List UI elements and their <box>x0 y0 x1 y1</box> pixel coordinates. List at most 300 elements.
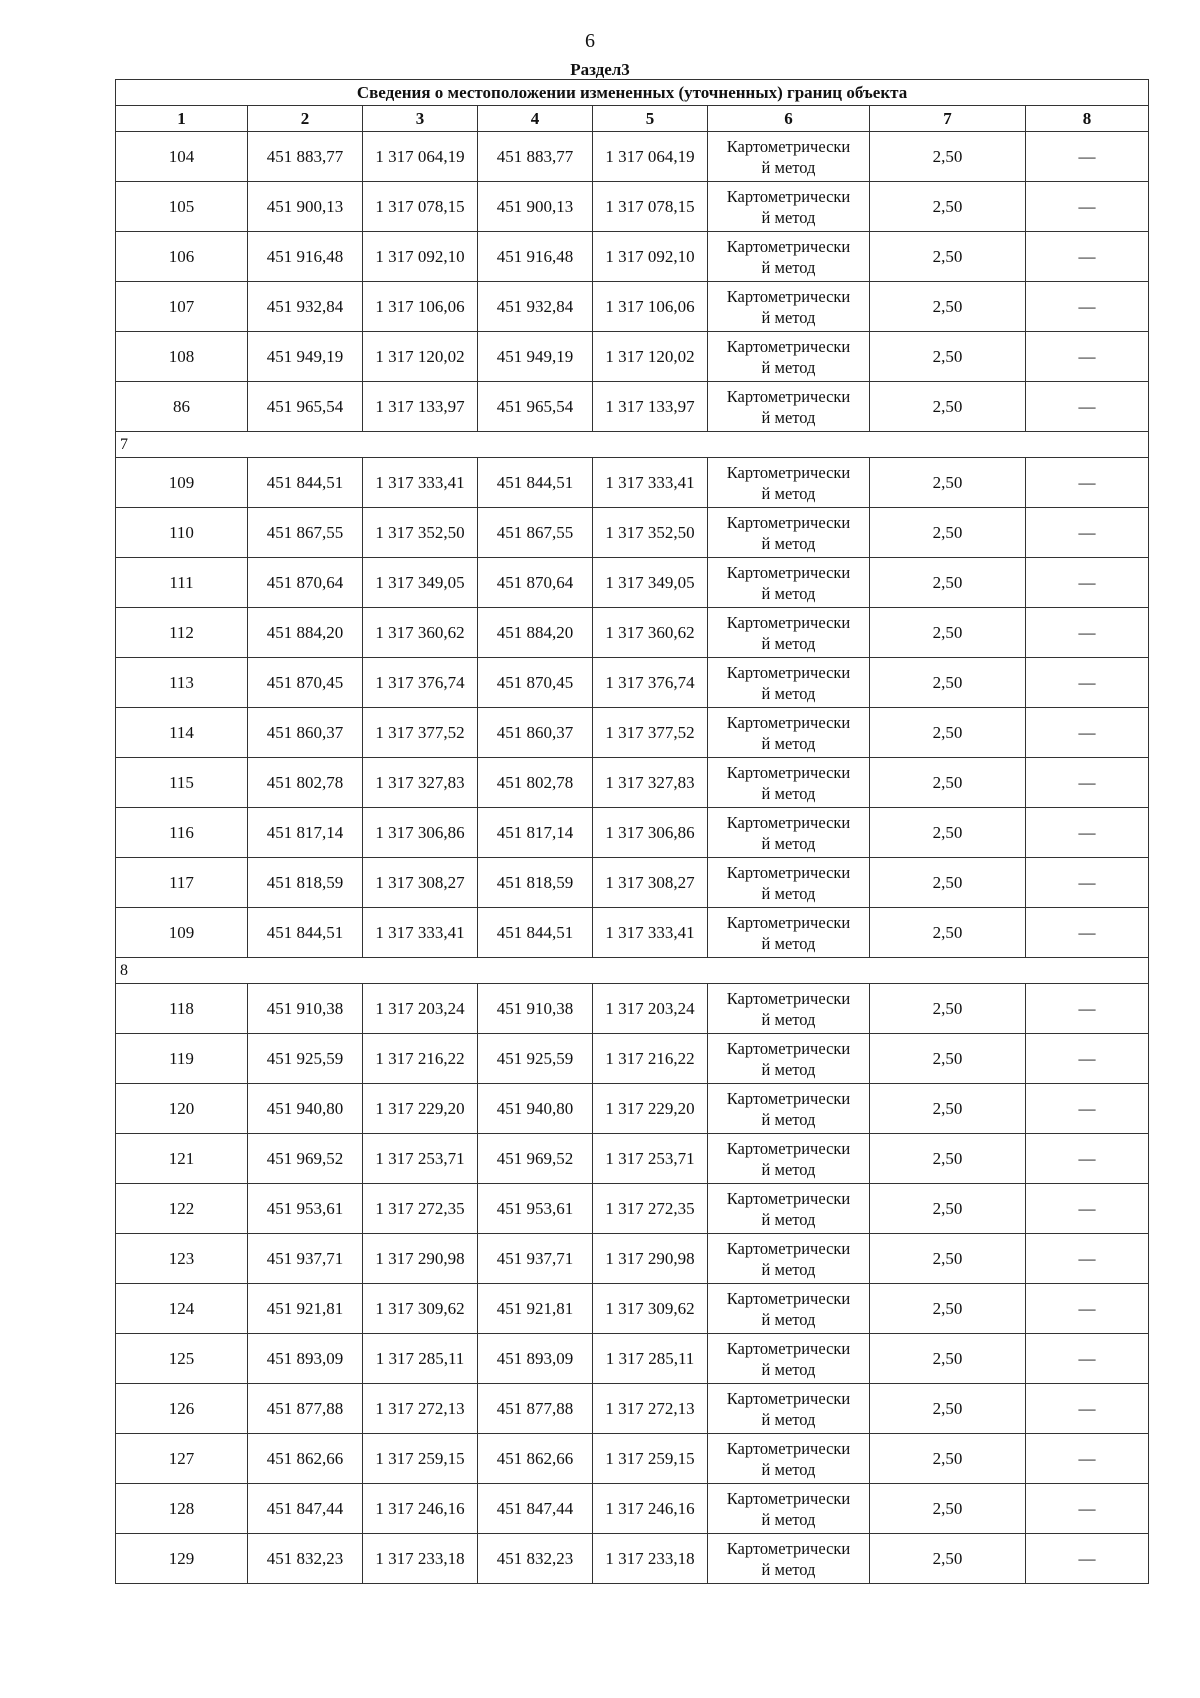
precision-cell: 2,50 <box>870 1484 1026 1534</box>
method-text-line-2: й метод <box>761 1559 816 1579</box>
description-cell: — <box>1026 1384 1149 1434</box>
method-cell <box>708 132 870 182</box>
point-number-cell: 122 <box>116 1184 248 1234</box>
column-number: 1 <box>116 106 248 132</box>
precision-cell: 2,50 <box>870 132 1026 182</box>
x-old-cell: 451 910,38 <box>248 984 363 1034</box>
x-old-cell: 451 877,88 <box>248 1384 363 1434</box>
precision-cell: 2,50 <box>870 1434 1026 1484</box>
precision-cell: 2,50 <box>870 458 1026 508</box>
method-cell <box>708 382 870 432</box>
description-cell: — <box>1026 1534 1149 1584</box>
column-number: 5 <box>593 106 708 132</box>
column-number: 3 <box>363 106 478 132</box>
y-new-cell: 1 317 272,13 <box>593 1384 708 1434</box>
method-text-line-2: й метод <box>761 883 816 903</box>
x-old-cell: 451 940,80 <box>248 1084 363 1134</box>
description-cell: — <box>1026 608 1149 658</box>
method-text-line-2: й метод <box>761 207 816 227</box>
precision-cell: 2,50 <box>870 908 1026 958</box>
method-cell <box>708 758 870 808</box>
y-old-cell: 1 317 253,71 <box>363 1134 478 1184</box>
table-row <box>116 1434 1149 1484</box>
y-old-cell: 1 317 349,05 <box>363 558 478 608</box>
y-new-cell: 1 317 376,74 <box>593 658 708 708</box>
point-number-cell: 109 <box>116 458 248 508</box>
x-new-cell: 451 932,84 <box>478 282 593 332</box>
table-caption: Сведения о местоположении измененных (уточненных) границ объекта <box>116 80 1149 106</box>
method-text-line-1: Картометрически <box>726 662 851 682</box>
table-row <box>116 1184 1149 1234</box>
method-text-line-1: Картометрически <box>726 812 851 832</box>
method-text-line-1: Картометрически <box>726 186 851 206</box>
method-cell <box>708 1184 870 1234</box>
method-cell <box>708 508 870 558</box>
column-number: 4 <box>478 106 593 132</box>
table-row <box>116 1484 1149 1534</box>
y-new-cell: 1 317 327,83 <box>593 758 708 808</box>
point-number-cell: 125 <box>116 1334 248 1384</box>
point-number-cell: 112 <box>116 608 248 658</box>
table-row <box>116 1034 1149 1084</box>
y-new-cell: 1 317 229,20 <box>593 1084 708 1134</box>
method-text-line-1: Картометрически <box>726 1038 851 1058</box>
group-label: 7 <box>116 432 1149 458</box>
precision-cell: 2,50 <box>870 332 1026 382</box>
method-text-line-2: й метод <box>761 483 816 503</box>
precision-cell: 2,50 <box>870 1084 1026 1134</box>
method-text-line-2: й метод <box>761 157 816 177</box>
precision-cell: 2,50 <box>870 1334 1026 1384</box>
x-new-cell: 451 860,37 <box>478 708 593 758</box>
y-old-cell: 1 317 246,16 <box>363 1484 478 1534</box>
x-old-cell: 451 916,48 <box>248 232 363 282</box>
y-old-cell: 1 317 376,74 <box>363 658 478 708</box>
page-number: 6 <box>585 30 595 52</box>
table-row <box>116 282 1149 332</box>
method-text-line-2: й метод <box>761 1359 816 1379</box>
y-new-cell: 1 317 203,24 <box>593 984 708 1034</box>
column-number: 2 <box>248 106 363 132</box>
method-cell <box>708 808 870 858</box>
point-number-cell: 126 <box>116 1384 248 1434</box>
method-text-line-1: Картометрически <box>726 512 851 532</box>
y-old-cell: 1 317 120,02 <box>363 332 478 382</box>
x-new-cell: 451 844,51 <box>478 458 593 508</box>
y-new-cell: 1 317 272,35 <box>593 1184 708 1234</box>
column-number: 8 <box>1026 106 1149 132</box>
method-text-line-1: Картометрически <box>726 988 851 1008</box>
point-number-cell: 114 <box>116 708 248 758</box>
method-cell <box>708 1384 870 1434</box>
method-text-line-1: Картометрически <box>726 386 851 406</box>
description-cell: — <box>1026 1084 1149 1134</box>
method-text-line-1: Картометрически <box>726 236 851 256</box>
x-old-cell: 451 832,23 <box>248 1534 363 1584</box>
x-new-cell: 451 847,44 <box>478 1484 593 1534</box>
x-new-cell: 451 862,66 <box>478 1434 593 1484</box>
table-row <box>116 1134 1149 1184</box>
y-old-cell: 1 317 078,15 <box>363 182 478 232</box>
x-new-cell: 451 883,77 <box>478 132 593 182</box>
precision-cell: 2,50 <box>870 1134 1026 1184</box>
method-text-line-2: й метод <box>761 1459 816 1479</box>
method-cell <box>708 608 870 658</box>
x-new-cell: 451 870,64 <box>478 558 593 608</box>
point-number-cell: 117 <box>116 858 248 908</box>
x-old-cell: 451 884,20 <box>248 608 363 658</box>
precision-cell: 2,50 <box>870 708 1026 758</box>
method-cell <box>708 1334 870 1384</box>
x-old-cell: 451 893,09 <box>248 1334 363 1384</box>
x-old-cell: 451 900,13 <box>248 182 363 232</box>
table-row <box>116 332 1149 382</box>
method-text-line-1: Картометрически <box>726 912 851 932</box>
precision-cell: 2,50 <box>870 1534 1026 1584</box>
point-number-cell: 129 <box>116 1534 248 1584</box>
y-new-cell: 1 317 333,41 <box>593 908 708 958</box>
x-old-cell: 451 847,44 <box>248 1484 363 1534</box>
precision-cell: 2,50 <box>870 558 1026 608</box>
x-new-cell: 451 925,59 <box>478 1034 593 1084</box>
description-cell: — <box>1026 382 1149 432</box>
method-text-line-1: Картометрически <box>726 862 851 882</box>
y-old-cell: 1 317 259,15 <box>363 1434 478 1484</box>
y-old-cell: 1 317 229,20 <box>363 1084 478 1134</box>
x-old-cell: 451 817,14 <box>248 808 363 858</box>
method-text-line-1: Картометрически <box>726 762 851 782</box>
table-row <box>116 1334 1149 1384</box>
method-text-line-2: й метод <box>761 1109 816 1129</box>
description-cell: — <box>1026 984 1149 1034</box>
point-number-cell: 119 <box>116 1034 248 1084</box>
precision-cell: 2,50 <box>870 984 1026 1034</box>
precision-cell: 2,50 <box>870 758 1026 808</box>
x-new-cell: 451 867,55 <box>478 508 593 558</box>
x-old-cell: 451 921,81 <box>248 1284 363 1334</box>
method-cell <box>708 708 870 758</box>
method-text-line-1: Картометрически <box>726 1338 851 1358</box>
y-old-cell: 1 317 290,98 <box>363 1234 478 1284</box>
method-text-line-2: й метод <box>761 933 816 953</box>
y-new-cell: 1 317 308,27 <box>593 858 708 908</box>
description-cell: — <box>1026 1134 1149 1184</box>
method-text-line-2: й метод <box>761 1259 816 1279</box>
description-cell: — <box>1026 132 1149 182</box>
table-row <box>116 508 1149 558</box>
method-text-line-2: й метод <box>761 357 816 377</box>
description-cell: — <box>1026 1234 1149 1284</box>
group-label: 8 <box>116 958 1149 984</box>
method-text-line-2: й метод <box>761 833 816 853</box>
point-number-cell: 106 <box>116 232 248 282</box>
precision-cell: 2,50 <box>870 608 1026 658</box>
table-row <box>116 808 1149 858</box>
method-text-line-2: й метод <box>761 1209 816 1229</box>
method-cell <box>708 1434 870 1484</box>
table-row <box>116 708 1149 758</box>
y-new-cell: 1 317 360,62 <box>593 608 708 658</box>
precision-cell: 2,50 <box>870 1234 1026 1284</box>
method-text-line-1: Картометрически <box>726 712 851 732</box>
point-number-cell: 111 <box>116 558 248 608</box>
x-old-cell: 451 965,54 <box>248 382 363 432</box>
method-text-line-1: Картометрически <box>726 136 851 156</box>
y-new-cell: 1 317 106,06 <box>593 282 708 332</box>
y-old-cell: 1 317 285,11 <box>363 1334 478 1384</box>
x-new-cell: 451 969,52 <box>478 1134 593 1184</box>
method-text-line-1: Картометрически <box>726 462 851 482</box>
point-number-cell: 121 <box>116 1134 248 1184</box>
table-row <box>116 984 1149 1034</box>
method-text-line-2: й метод <box>761 683 816 703</box>
table-row <box>116 232 1149 282</box>
x-new-cell: 451 893,09 <box>478 1334 593 1384</box>
y-new-cell: 1 317 259,15 <box>593 1434 708 1484</box>
method-cell <box>708 1284 870 1334</box>
precision-cell: 2,50 <box>870 282 1026 332</box>
x-new-cell: 451 965,54 <box>478 382 593 432</box>
y-new-cell: 1 317 333,41 <box>593 458 708 508</box>
method-text-line-2: й метод <box>761 633 816 653</box>
x-new-cell: 451 817,14 <box>478 808 593 858</box>
x-old-cell: 451 802,78 <box>248 758 363 808</box>
point-number-cell: 115 <box>116 758 248 808</box>
method-text-line-1: Картометрически <box>726 1538 851 1558</box>
description-cell: — <box>1026 182 1149 232</box>
group-header-row <box>116 958 1149 984</box>
x-new-cell: 451 937,71 <box>478 1234 593 1284</box>
description-cell: — <box>1026 1334 1149 1384</box>
x-old-cell: 451 969,52 <box>248 1134 363 1184</box>
y-old-cell: 1 317 306,86 <box>363 808 478 858</box>
table-row <box>116 182 1149 232</box>
method-cell <box>708 1134 870 1184</box>
precision-cell: 2,50 <box>870 182 1026 232</box>
method-text-line-2: й метод <box>761 783 816 803</box>
y-old-cell: 1 317 272,35 <box>363 1184 478 1234</box>
method-text-line-2: й метод <box>761 1009 816 1029</box>
method-cell <box>708 558 870 608</box>
description-cell: — <box>1026 558 1149 608</box>
y-new-cell: 1 317 233,18 <box>593 1534 708 1584</box>
section-title: Раздел3 <box>570 60 630 79</box>
method-text-line-1: Картометрически <box>726 1138 851 1158</box>
y-new-cell: 1 317 064,19 <box>593 132 708 182</box>
precision-cell: 2,50 <box>870 1184 1026 1234</box>
method-text-line-2: й метод <box>761 1309 816 1329</box>
x-old-cell: 451 870,64 <box>248 558 363 608</box>
point-number-cell: 104 <box>116 132 248 182</box>
method-cell <box>708 458 870 508</box>
y-new-cell: 1 317 377,52 <box>593 708 708 758</box>
x-new-cell: 451 877,88 <box>478 1384 593 1434</box>
column-number-row <box>116 106 1149 132</box>
y-old-cell: 1 317 352,50 <box>363 508 478 558</box>
method-text-line-1: Картометрически <box>726 612 851 632</box>
table-row <box>116 658 1149 708</box>
description-cell: — <box>1026 808 1149 858</box>
table-row <box>116 1284 1149 1334</box>
point-number-cell: 108 <box>116 332 248 382</box>
method-text-line-2: й метод <box>761 1059 816 1079</box>
table-row <box>116 858 1149 908</box>
y-new-cell: 1 317 309,62 <box>593 1284 708 1334</box>
method-text-line-1: Картометрически <box>726 1238 851 1258</box>
method-text-line-1: Картометрически <box>726 286 851 306</box>
method-text-line-1: Картометрически <box>726 562 851 582</box>
description-cell: — <box>1026 908 1149 958</box>
method-cell <box>708 1234 870 1284</box>
x-old-cell: 451 870,45 <box>248 658 363 708</box>
x-new-cell: 451 844,51 <box>478 908 593 958</box>
y-new-cell: 1 317 133,97 <box>593 382 708 432</box>
precision-cell: 2,50 <box>870 232 1026 282</box>
method-cell <box>708 984 870 1034</box>
method-cell <box>708 332 870 382</box>
y-old-cell: 1 317 133,97 <box>363 382 478 432</box>
x-new-cell: 451 953,61 <box>478 1184 593 1234</box>
y-new-cell: 1 317 349,05 <box>593 558 708 608</box>
y-old-cell: 1 317 272,13 <box>363 1384 478 1434</box>
y-old-cell: 1 317 333,41 <box>363 908 478 958</box>
precision-cell: 2,50 <box>870 382 1026 432</box>
y-old-cell: 1 317 233,18 <box>363 1534 478 1584</box>
boundary-coordinates-table <box>115 79 1149 1584</box>
y-old-cell: 1 317 064,19 <box>363 132 478 182</box>
table-row <box>116 908 1149 958</box>
x-new-cell: 451 916,48 <box>478 232 593 282</box>
method-text-line-2: й метод <box>761 407 816 427</box>
y-old-cell: 1 317 360,62 <box>363 608 478 658</box>
method-text-line-2: й метод <box>761 533 816 553</box>
y-new-cell: 1 317 290,98 <box>593 1234 708 1284</box>
description-cell: — <box>1026 1434 1149 1484</box>
column-number: 7 <box>870 106 1026 132</box>
table-row <box>116 758 1149 808</box>
x-old-cell: 451 949,19 <box>248 332 363 382</box>
group-header-row <box>116 432 1149 458</box>
y-new-cell: 1 317 120,02 <box>593 332 708 382</box>
description-cell: — <box>1026 1034 1149 1084</box>
x-new-cell: 451 832,23 <box>478 1534 593 1584</box>
point-number-cell: 128 <box>116 1484 248 1534</box>
precision-cell: 2,50 <box>870 1034 1026 1084</box>
method-text-line-1: Картометрически <box>726 336 851 356</box>
method-text-line-1: Картометрически <box>726 1488 851 1508</box>
y-old-cell: 1 317 309,62 <box>363 1284 478 1334</box>
y-old-cell: 1 317 308,27 <box>363 858 478 908</box>
description-cell: — <box>1026 658 1149 708</box>
x-old-cell: 451 925,59 <box>248 1034 363 1084</box>
y-new-cell: 1 317 352,50 <box>593 508 708 558</box>
point-number-cell: 120 <box>116 1084 248 1134</box>
x-old-cell: 451 844,51 <box>248 458 363 508</box>
y-old-cell: 1 317 216,22 <box>363 1034 478 1084</box>
point-number-cell: 113 <box>116 658 248 708</box>
table-row <box>116 132 1149 182</box>
precision-cell: 2,50 <box>870 1284 1026 1334</box>
method-text-line-2: й метод <box>761 733 816 753</box>
x-old-cell: 451 953,61 <box>248 1184 363 1234</box>
x-new-cell: 451 910,38 <box>478 984 593 1034</box>
description-cell: — <box>1026 758 1149 808</box>
method-cell <box>708 182 870 232</box>
y-new-cell: 1 317 092,10 <box>593 232 708 282</box>
x-old-cell: 451 844,51 <box>248 908 363 958</box>
x-old-cell: 451 862,66 <box>248 1434 363 1484</box>
y-old-cell: 1 317 327,83 <box>363 758 478 808</box>
y-new-cell: 1 317 306,86 <box>593 808 708 858</box>
x-new-cell: 451 940,80 <box>478 1084 593 1134</box>
method-cell <box>708 1534 870 1584</box>
description-cell: — <box>1026 332 1149 382</box>
x-new-cell: 451 870,45 <box>478 658 593 708</box>
y-new-cell: 1 317 253,71 <box>593 1134 708 1184</box>
y-old-cell: 1 317 106,06 <box>363 282 478 332</box>
method-cell <box>708 858 870 908</box>
table-row <box>116 1084 1149 1134</box>
table-row <box>116 608 1149 658</box>
description-cell: — <box>1026 1184 1149 1234</box>
y-new-cell: 1 317 246,16 <box>593 1484 708 1534</box>
precision-cell: 2,50 <box>870 858 1026 908</box>
x-old-cell: 451 937,71 <box>248 1234 363 1284</box>
table-body <box>116 132 1149 1584</box>
x-old-cell: 451 860,37 <box>248 708 363 758</box>
point-number-cell: 86 <box>116 382 248 432</box>
method-cell <box>708 232 870 282</box>
description-cell: — <box>1026 1484 1149 1534</box>
method-text-line-1: Картометрически <box>726 1288 851 1308</box>
point-number-cell: 110 <box>116 508 248 558</box>
table-row <box>116 1534 1149 1584</box>
precision-cell: 2,50 <box>870 658 1026 708</box>
description-cell: — <box>1026 458 1149 508</box>
x-new-cell: 451 802,78 <box>478 758 593 808</box>
method-text-line-1: Картометрически <box>726 1438 851 1458</box>
method-text-line-1: Картометрически <box>726 1088 851 1108</box>
point-number-cell: 118 <box>116 984 248 1034</box>
method-cell <box>708 282 870 332</box>
y-old-cell: 1 317 092,10 <box>363 232 478 282</box>
method-text-line-2: й метод <box>761 307 816 327</box>
point-number-cell: 107 <box>116 282 248 332</box>
precision-cell: 2,50 <box>870 808 1026 858</box>
x-new-cell: 451 884,20 <box>478 608 593 658</box>
point-number-cell: 127 <box>116 1434 248 1484</box>
table-caption-row <box>116 80 1149 106</box>
description-cell: — <box>1026 232 1149 282</box>
y-old-cell: 1 317 377,52 <box>363 708 478 758</box>
method-text-line-2: й метод <box>761 1409 816 1429</box>
precision-cell: 2,50 <box>870 508 1026 558</box>
y-new-cell: 1 317 216,22 <box>593 1034 708 1084</box>
method-cell <box>708 1084 870 1134</box>
description-cell: — <box>1026 858 1149 908</box>
method-cell <box>708 1484 870 1534</box>
x-old-cell: 451 932,84 <box>248 282 363 332</box>
table-row <box>116 382 1149 432</box>
method-text-line-1: Картометрически <box>726 1188 851 1208</box>
method-text-line-2: й метод <box>761 1159 816 1179</box>
x-old-cell: 451 883,77 <box>248 132 363 182</box>
method-text-line-1: Картометрически <box>726 1388 851 1408</box>
table-row <box>116 1384 1149 1434</box>
x-new-cell: 451 949,19 <box>478 332 593 382</box>
x-old-cell: 451 867,55 <box>248 508 363 558</box>
x-new-cell: 451 921,81 <box>478 1284 593 1334</box>
